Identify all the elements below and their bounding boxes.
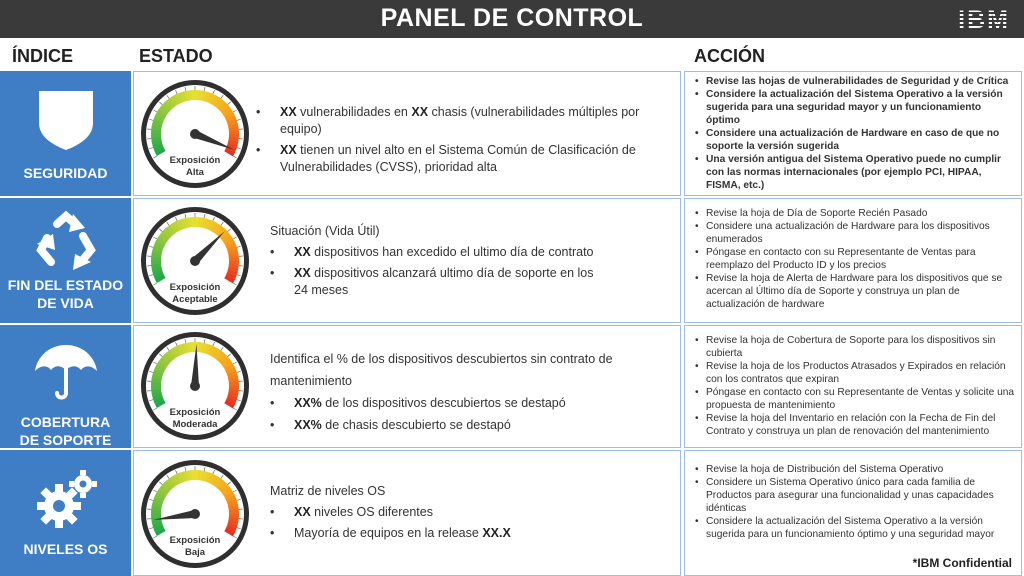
index-label: FIN DEL ESTADO DE VIDA <box>7 277 124 311</box>
gauge-hub <box>190 129 200 139</box>
index-cell-cobertura-soporte[interactable] <box>0 325 131 448</box>
gears-icon <box>33 470 99 536</box>
accion-cell <box>684 325 1022 448</box>
estado-bullet: • XX dispositivos alcanzará ultimo día de soporte en los 24 meses <box>270 265 610 299</box>
accion-item: • Una versión antigua del Sistema Operativo puede no cumplir con las normas internacionales (por ejemplo PCI, HIPAA, FISMA, etc.) <box>693 153 1015 192</box>
row-cobertura-soporte <box>0 325 1024 448</box>
gauge-hub <box>190 509 200 519</box>
title-bar <box>0 0 1024 38</box>
row-niveles-os <box>0 450 1024 576</box>
gauge-label: Exposición <box>169 155 221 166</box>
gauge-label: Exposición <box>169 535 221 546</box>
estado-bullet: • XX tienen un nivel alto en el Sistema Común de Clasificación de Vulnerabilidades (CVSS), prioridad alta <box>256 142 656 176</box>
estado-cell <box>133 71 681 196</box>
index-cell-fin-estado-vida[interactable] <box>0 198 131 323</box>
gauge-label: Exposición <box>169 282 221 293</box>
gauge-label: Exposición <box>169 407 221 418</box>
accion-item: • Revise la hoja de Distribución del Sistema Operativo <box>693 463 1015 476</box>
estado-intro: Identifica el % de los dispositivos descubiertos sin contrato de mantenimiento <box>270 352 613 388</box>
gauge <box>140 206 250 316</box>
estado-bullet: • XX% de los dispositivos descubiertos se destapó <box>270 392 650 414</box>
accion-item: • Considere la actualización del Sistema Operativo a la versión sugerida para una seguridad mayor y un funcionamiento óptimo <box>693 88 1015 127</box>
estado-text <box>270 348 650 436</box>
column-header-indice: ÍNDICE <box>12 46 74 66</box>
index-cell-seguridad[interactable] <box>0 71 131 196</box>
gauge <box>140 79 250 189</box>
gauge-hub <box>190 381 200 391</box>
shield-icon <box>33 87 99 153</box>
gauge-hub <box>190 256 200 266</box>
accion-item: • Revise la hoja de los Productos Atrasados y Expirados en relación con los contratos que expiran <box>693 360 1015 386</box>
accion-item: • Considere un Sistema Operativo único para cada familia de Productos para asegurar una funcionalidad y unas capacidades idénticas <box>693 476 1015 515</box>
estado-cell <box>133 198 681 323</box>
accion-cell <box>684 71 1022 196</box>
estado-cell <box>133 325 681 448</box>
column-header-estado: ESTADO <box>139 46 213 66</box>
row-fin-estado-vida <box>0 198 1024 323</box>
recycle-icon <box>33 210 99 276</box>
estado-text <box>270 483 610 542</box>
gauge <box>140 459 250 569</box>
umbrella-icon <box>33 339 99 405</box>
accion-cell <box>684 198 1022 323</box>
estado-text <box>270 223 610 299</box>
estado-bullet: • XX dispositivos han excedido el ultimo día de contrato <box>270 244 610 261</box>
accion-item: • Considere una actualización de Hardware para los dispositivos enumerados <box>693 220 1015 246</box>
accion-item: • Revise la hoja de Cobertura de Soporte para los dispositivos sin cubierta <box>693 334 1015 360</box>
accion-item: • Considere la actualización del Sistema Operativo a la versión sugerida para un funcionamiento óptimo y una seguridad mayor <box>693 515 1015 541</box>
index-label: COBERTURA DE SOPORTE <box>19 414 112 448</box>
accion-item: • Considere una actualización de Hardware en caso de que no soporte la versión sugerida <box>693 127 1015 153</box>
confidential-note: *IBM Confidential <box>912 556 1012 570</box>
ibm-logo: IBM <box>958 6 1010 34</box>
estado-bullet: • XX vulnerabilidades en XX chasis (vulnerabilidades múltiples por equipo) <box>256 104 656 138</box>
gauge-level: Baja <box>184 547 206 558</box>
index-label: NIVELES OS <box>23 541 108 557</box>
estado-cell <box>133 450 681 576</box>
estado-intro: Situación (Vida Útil) <box>270 224 380 238</box>
accion-item: • Revise las hojas de vulnerabilidades de Seguridad y de Crítica <box>693 75 1015 88</box>
gauge-level: Moderada <box>172 419 218 430</box>
row-seguridad <box>0 71 1024 196</box>
accion-item: • Revise la hoja de Alerta de Hardware para los dispositivos que se acercan al Último día de Soporte y construya un plan de actualización de hardware <box>693 272 1015 311</box>
estado-text <box>256 100 656 176</box>
gauge-level: Alta <box>186 167 204 178</box>
gauge <box>140 331 250 441</box>
estado-intro: Matriz de niveles OS <box>270 484 386 498</box>
accion-item: • Póngase en contacto con su Representante de Ventas y solicite una propuesta de mantenimiento <box>693 386 1015 412</box>
page-title: PANEL DE CONTROL <box>380 4 644 32</box>
index-cell-niveles-os[interactable] <box>0 450 131 576</box>
gauge-level: Aceptable <box>172 294 218 305</box>
index-label: SEGURIDAD <box>23 165 108 181</box>
column-header-accion: ACCIÓN <box>694 46 765 66</box>
accion-item: • Revise la hoja del Inventario en relación con la Fecha de Fin del Contrato y construya un plan de renovación del mantenimiento <box>693 412 1015 438</box>
estado-bullet: • XX% de chasis descubierto se destapó <box>270 414 650 436</box>
accion-item: • Póngase en contacto con su Representante de Ventas para reemplazo del Producto ID y los precios <box>693 246 1015 272</box>
estado-bullet: • XX niveles OS diferentes <box>270 504 610 521</box>
estado-bullet: • Mayoría de equipos en la release XX.X <box>270 525 610 542</box>
accion-item: • Revise la hoja de Día de Soporte Recién Pasado <box>693 207 1015 220</box>
